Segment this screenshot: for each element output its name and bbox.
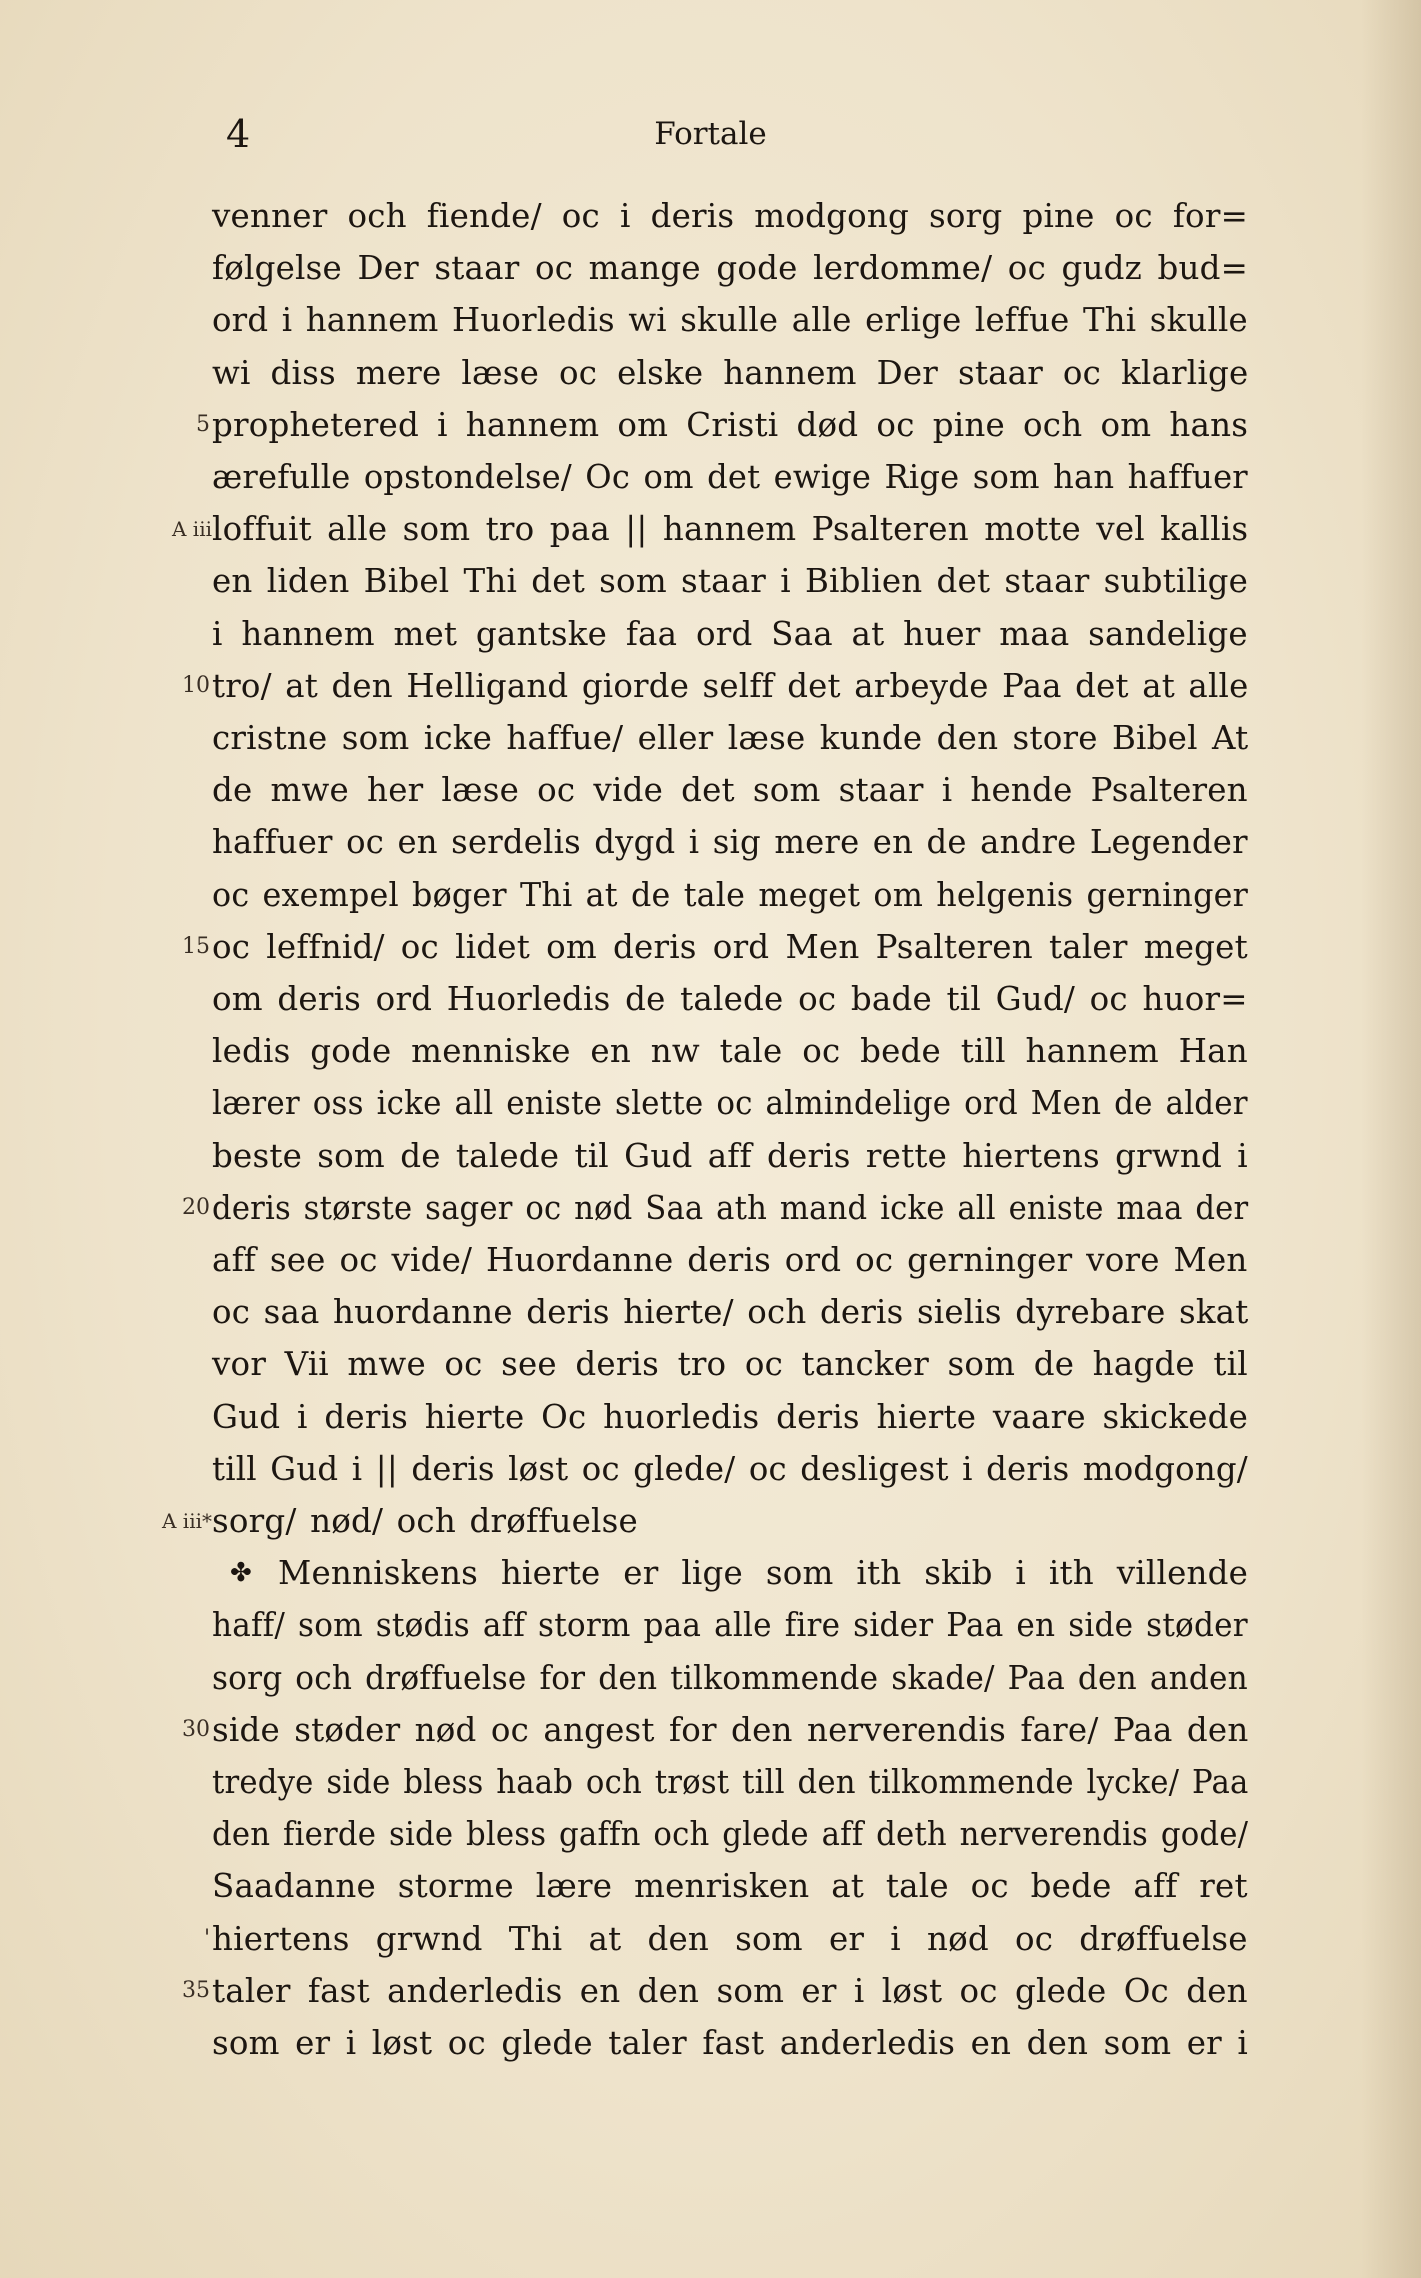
line-text: till Gud i || deris løst oc glede/ oc desligest i deris modgong/ xyxy=(212,1449,1248,1488)
page-number: 4 xyxy=(226,112,251,156)
line-text: sorg och drøffuelse for den tilkommende skade/ Paa den anden xyxy=(212,1658,1248,1697)
line-number: 5 xyxy=(196,411,210,437)
text-line xyxy=(0,869,1421,921)
text-line xyxy=(0,660,1421,712)
line-text: følgelse Der staar oc mange gode lerdomme/ oc gudz bud= xyxy=(212,249,1249,288)
text-line xyxy=(0,294,1421,346)
line-text: ledis gode menniske en nw tale oc bede till hannem Han xyxy=(212,1032,1248,1071)
text-line xyxy=(0,1495,1421,1547)
line-number: 20 xyxy=(182,1194,210,1220)
text-line xyxy=(0,712,1421,764)
line-text: aff see oc vide/ Huordanne deris ord oc gerninger vore Men xyxy=(212,1241,1248,1279)
text-line xyxy=(0,1077,1421,1129)
line-text: lærer oss icke all eniste slette oc almindelige ord Men de alder xyxy=(212,1084,1248,1123)
line-text: vor Vii mwe oc see deris tro oc tancker som de hagde til xyxy=(212,1345,1248,1384)
line-text: den fierde side bless gaffn och glede aff deth nerverendis gode/ xyxy=(212,1815,1249,1854)
line-text: cristne som icke haffue/ eller læse kunde den store Bibel At xyxy=(212,719,1249,757)
text-line xyxy=(0,1286,1421,1338)
line-text: beste som de talede til Gud aff deris rette hiertens grwnd i xyxy=(212,1136,1248,1175)
text-line xyxy=(0,1547,1421,1599)
text-line xyxy=(0,399,1421,451)
line-text: deris største sager oc nød Saa ath mand icke all eniste maa der xyxy=(212,1188,1249,1227)
line-text: venner och fiende/ oc i deris modgong sorg pine oc for= xyxy=(212,197,1248,235)
line-number: 30 xyxy=(182,1716,210,1742)
text-line xyxy=(0,1652,1421,1704)
text-line xyxy=(0,2017,1421,2069)
signature-mark: A iii* xyxy=(162,1509,212,1533)
text-line xyxy=(0,1860,1421,1912)
line-text: loffuit alle som tro paa || hannem Psalteren motte vel kallis xyxy=(212,510,1249,549)
line-text: som er i løst oc glede taler fast anderledis en den som er i xyxy=(212,2024,1248,2062)
text-line xyxy=(0,608,1421,660)
line-text: ærefulle opstondelse/ Oc om det ewige Rige som han haffuer xyxy=(212,458,1248,496)
running-title: Fortale xyxy=(654,116,767,152)
text-line xyxy=(0,347,1421,399)
line-text: prophetered i hannem om Cristi død oc pine och om hans xyxy=(212,405,1249,444)
line-text: hiertens grwnd Thi at den som er i nød oc drøffuelse xyxy=(212,1919,1248,1958)
line-text: wi diss mere læse oc elske hannem Der staar oc klarlige xyxy=(212,353,1249,392)
text-line xyxy=(0,1913,1421,1965)
line-text: tro/ at den Helligand giorde selff det arbeyde Paa det at alle xyxy=(212,666,1249,705)
line-text: ord i hannem Huorledis wi skulle alle erlige leffue Thi skulle xyxy=(212,301,1248,340)
text-line xyxy=(0,503,1421,555)
line-text: en liden Bibel Thi det som staar i Biblien det staar subtilige xyxy=(212,562,1249,601)
line-number: 10 xyxy=(182,672,210,698)
text-line xyxy=(0,555,1421,607)
line-text: haffuer oc en serdelis dygd i sig mere en de andre Legender xyxy=(212,823,1248,862)
line-text: tredye side bless haab och trøst till den tilkommende lycke/ Paa xyxy=(212,1763,1249,1801)
text-line xyxy=(0,764,1421,816)
text-line xyxy=(0,973,1421,1025)
line-text: oc exempel bøger Thi at de tale meget om helgenis gerninger xyxy=(212,875,1248,914)
stray-mark: ' xyxy=(203,1925,210,1951)
line-text: sorg/ nød/ och drøffuelse xyxy=(212,1502,638,1540)
text-line xyxy=(0,1443,1421,1495)
text-line xyxy=(0,1808,1421,1860)
text-line xyxy=(0,1704,1421,1756)
line-text: Saadanne storme lære menrisken at tale oc bede aff ret xyxy=(212,1867,1248,1906)
line-text: om deris ord Huorledis de talede oc bade til Gud/ oc huor= xyxy=(212,980,1248,1018)
text-line xyxy=(0,242,1421,294)
text-line xyxy=(0,1599,1421,1651)
text-line xyxy=(0,1965,1421,2017)
page-header xyxy=(0,112,1421,162)
text-line xyxy=(0,1130,1421,1182)
line-number: 35 xyxy=(182,1977,210,2003)
text-line xyxy=(0,816,1421,868)
line-text: side støder nød oc angest for den nerverendis fare/ Paa den xyxy=(212,1710,1249,1749)
text-line xyxy=(0,1338,1421,1390)
line-text: i hannem met gantske faa ord Saa at huer maa sandelige xyxy=(212,614,1248,653)
line-text: taler fast anderledis en den som er i løst oc glede Oc den xyxy=(212,1971,1248,2010)
text-line xyxy=(0,190,1421,242)
line-text: oc leffnid/ oc lidet om deris ord Men Psalteren taler meget xyxy=(212,927,1248,966)
line-text: oc saa huordanne deris hierte/ och deris sielis dyrebare skat xyxy=(212,1293,1249,1332)
text-line xyxy=(0,1025,1421,1077)
line-text: Gud i deris hierte Oc huorledis deris hierte vaare skickede xyxy=(212,1397,1249,1436)
text-line xyxy=(0,451,1421,503)
text-line xyxy=(0,1756,1421,1808)
text-line xyxy=(0,1234,1421,1286)
text-line xyxy=(0,921,1421,973)
line-text: Menniskens hierte er lige som ith skib i ith villende xyxy=(278,1554,1249,1593)
signature-mark: A iii xyxy=(172,517,212,542)
line-text: haff/ som stødis aff storm paa alle fire sider Paa en side støder xyxy=(212,1606,1248,1645)
line-text: de mwe her læse oc vide det som staar i hende Psalteren xyxy=(212,771,1248,810)
text-line xyxy=(0,1391,1421,1443)
text-line xyxy=(0,1182,1421,1234)
paragraph-ornament-icon: ✤ xyxy=(230,1558,252,1589)
line-number: 15 xyxy=(182,933,210,959)
